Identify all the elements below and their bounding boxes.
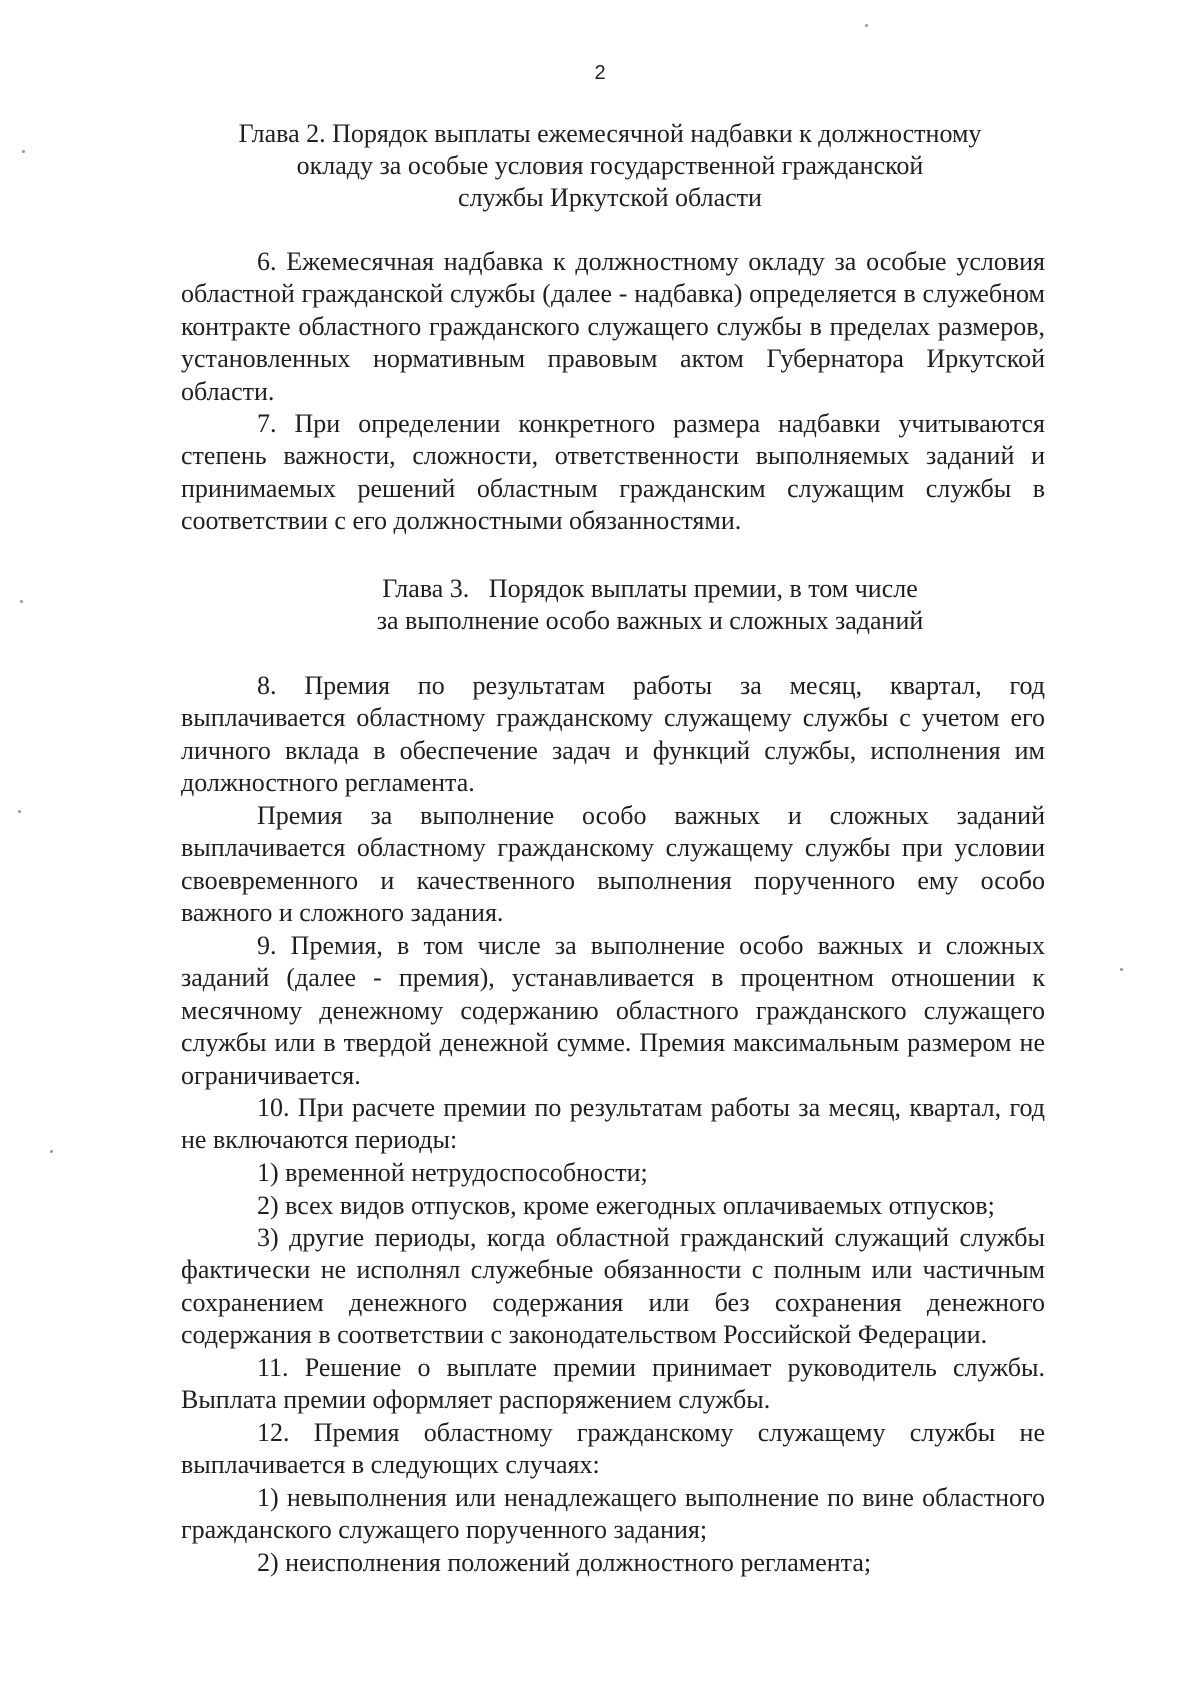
paragraph-12-item-2: 2) неисполнения положений должностного регламента; [257, 1548, 872, 1577]
scan-speck [20, 600, 23, 603]
paragraph-12: 12. Премия областному гражданскому служащему службы не выплачивается в следующих случаях: [181, 1418, 1045, 1480]
paragraph-12-item-1: 1) невыполнения или ненадлежащего выполнение по вине областного гражданского служащего порученного задания; [181, 1483, 1045, 1545]
paragraph-6: 6. Ежемесячная надбавка к должностному окладу за особые условия областной гражданской службы (далее - надбавка) определяется в служебном контракте областного гражданского служащего службы в пределах размеров, установленных нормативным правовым актом Губернатора Иркутской области. [181, 247, 1045, 406]
paragraph-10-item-3: 3) другие периоды, когда областной гражданский служащий службы фактически не исполнял служебные обязанности с полным или частичным сохранением денежного содержания или без сохранения денежного содержания в соответствии с законодательством Российской Федерации. [181, 1223, 1045, 1350]
paragraph-10-item-1: 1) временной нетрудоспособности; [257, 1158, 648, 1187]
chapter-2-heading-line: окладу за особые условия государственной гражданской [296, 151, 924, 180]
paragraph-8: 8. Премия по результатам работы за месяц, квартал, год выплачивается областному гражданскому служащему службы с учетом его личного вклада в обеспечение задач и функций службы, исполнения им должностного регламента. [181, 671, 1045, 798]
paragraph-9: 9. Премия, в том числе за выполнение особо важных и сложных заданий (далее - премия), устанавливается в процентном отношении к месячному денежному содержанию областного гражданского служащего службы или в твердой денежной сумме. Премия максимальным размером не ограничивается. [181, 931, 1045, 1090]
paragraph-7: 7. При определении конкретного размера надбавки учитываются степень важности, сложности, ответственности выполняемых заданий и принимаемых решений областным гражданским служащим службы в соответствии с его должностными обязанностями. [181, 409, 1045, 536]
page-number: 2 [594, 62, 606, 84]
scan-speck [865, 24, 868, 27]
chapter-2-heading-line: Глава 2. Порядок выплаты ежемесячной надбавки к должностному [238, 119, 982, 148]
scan-speck [50, 1150, 53, 1153]
chapter-3-heading-line: за выполнение особо важных и сложных заданий [376, 606, 924, 635]
paragraph-11: 11. Решение о выплате премии принимает руководитель службы. Выплата премии оформляет распоряжением службы. [181, 1353, 1045, 1415]
scan-speck [18, 810, 21, 813]
chapter-3-heading-line: Глава 3. Порядок выплаты премии, в том числе [382, 574, 918, 603]
chapter-3-heading [300, 573, 1000, 637]
scan-speck [1120, 968, 1123, 971]
paragraph-8-special-bonus: Премия за выполнение особо важных и сложных заданий выплачивается областному гражданскому служащему службы при условии своевременного и качественного выполнения порученного ему особо важного и сложного задания. [181, 801, 1045, 928]
paragraph-10-item-2: 2) всех видов отпусков, кроме ежегодных оплачиваемых отпусков; [257, 1191, 995, 1220]
chapter-2-heading-line: службы Иркутской области [458, 183, 762, 212]
chapter-2-heading [180, 118, 1040, 214]
scan-speck [22, 150, 25, 153]
paragraph-10: 10. При расчете премии по результатам работы за месяц, квартал, год не включаются периоды: [181, 1093, 1045, 1155]
